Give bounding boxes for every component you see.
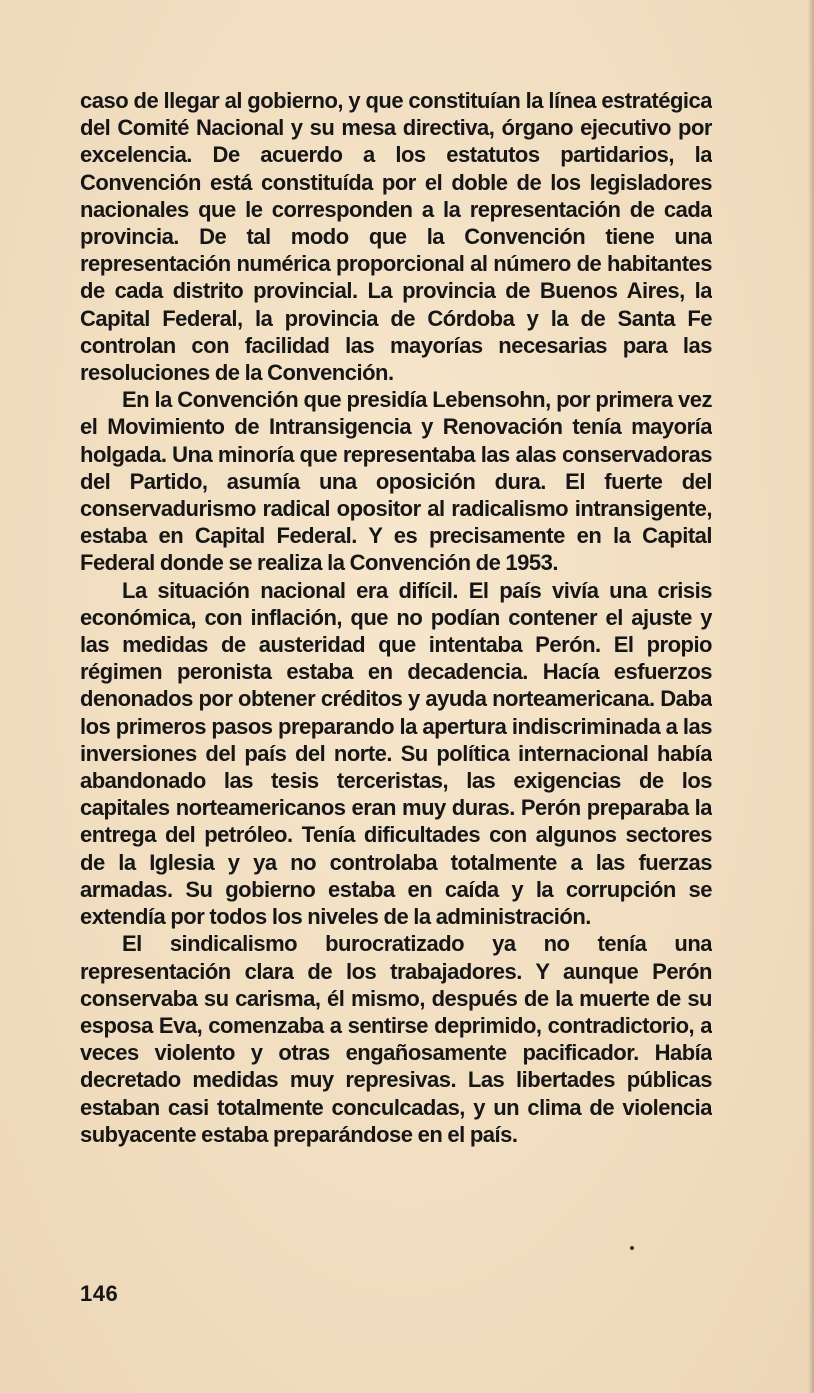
paragraph-1: caso de llegar al gobierno, y que constituían la línea estratégica del Comité Nacional y su mesa directiva, órgano ejecutivo por excelencia. De acuerdo a los estatutos partidarios, la Convención está constituída por el doble de los legisladores nacionales que le corresponden a la representación de cada provincia. De tal modo que la Convención tiene una representación numérica proporcional al número de habitantes de cada distrito provincial. La provincia de Buenos Aires, la Capital Federal, la provincia de Córdoba y la de Santa Fe controlan con facilidad las mayorías necesarias para las resoluciones de la Convención.: [80, 88, 712, 386]
paragraph-2: En la Convención que presidía Lebensohn, por primera vez el Movimiento de Intransigencia y Renovación tenía mayoría holgada. Una minoría que representaba las alas conservadoras del Partido, asumía una oposición dura. El fuerte del conservadurismo radical opositor al radicalismo intransigente, estaba en Capital Federal. Y es precisamente en la Capital Federal donde se realiza la Convención de 1953.: [80, 387, 712, 576]
paragraph-3: La situación nacional era difícil. El país vivía una crisis económica, con inflación, que no podían contener el ajuste y las medidas de austeridad que intentaba Perón. El propio régimen peronista estaba en decadencia. Hacía esfuerzos denonados por obtener créditos y ayuda norteamericana. Daba los primeros pasos preparando la apertura indiscriminada a las inversiones del país del norte. Su política internacional había abandonado las tesis terceristas, las exigencias de los capitales norteamericanos eran muy duras. Perón preparaba la entrega del petróleo. Tenía dificultades con algunos sectores de la Iglesia y ya no controlaba totalmente a las fuerzas armadas. Su gobierno estaba en caída y la corrupción se extendía por todos los niveles de la administración.: [80, 577, 712, 930]
body-text: [80, 87, 712, 1247]
paragraph-4: El sindicalismo burocratizado ya no tenía una representación clara de los trabajadores. Y aunque Perón conservaba su carisma, él mismo, después de la muerte de su esposa Eva, comenzaba a sentirse deprimido, contradictorio, a veces violento y otras engañosamente pacificador. Había decretado medidas muy represivas. Las libertades públicas estaban casi totalmente conculcadas, y un clima de violencia subyacente estaba preparándose en el país.: [80, 931, 712, 1147]
page-edge-shadow: [808, 0, 814, 1393]
ink-speck: [630, 1246, 634, 1250]
page-number: 146: [80, 1281, 119, 1306]
